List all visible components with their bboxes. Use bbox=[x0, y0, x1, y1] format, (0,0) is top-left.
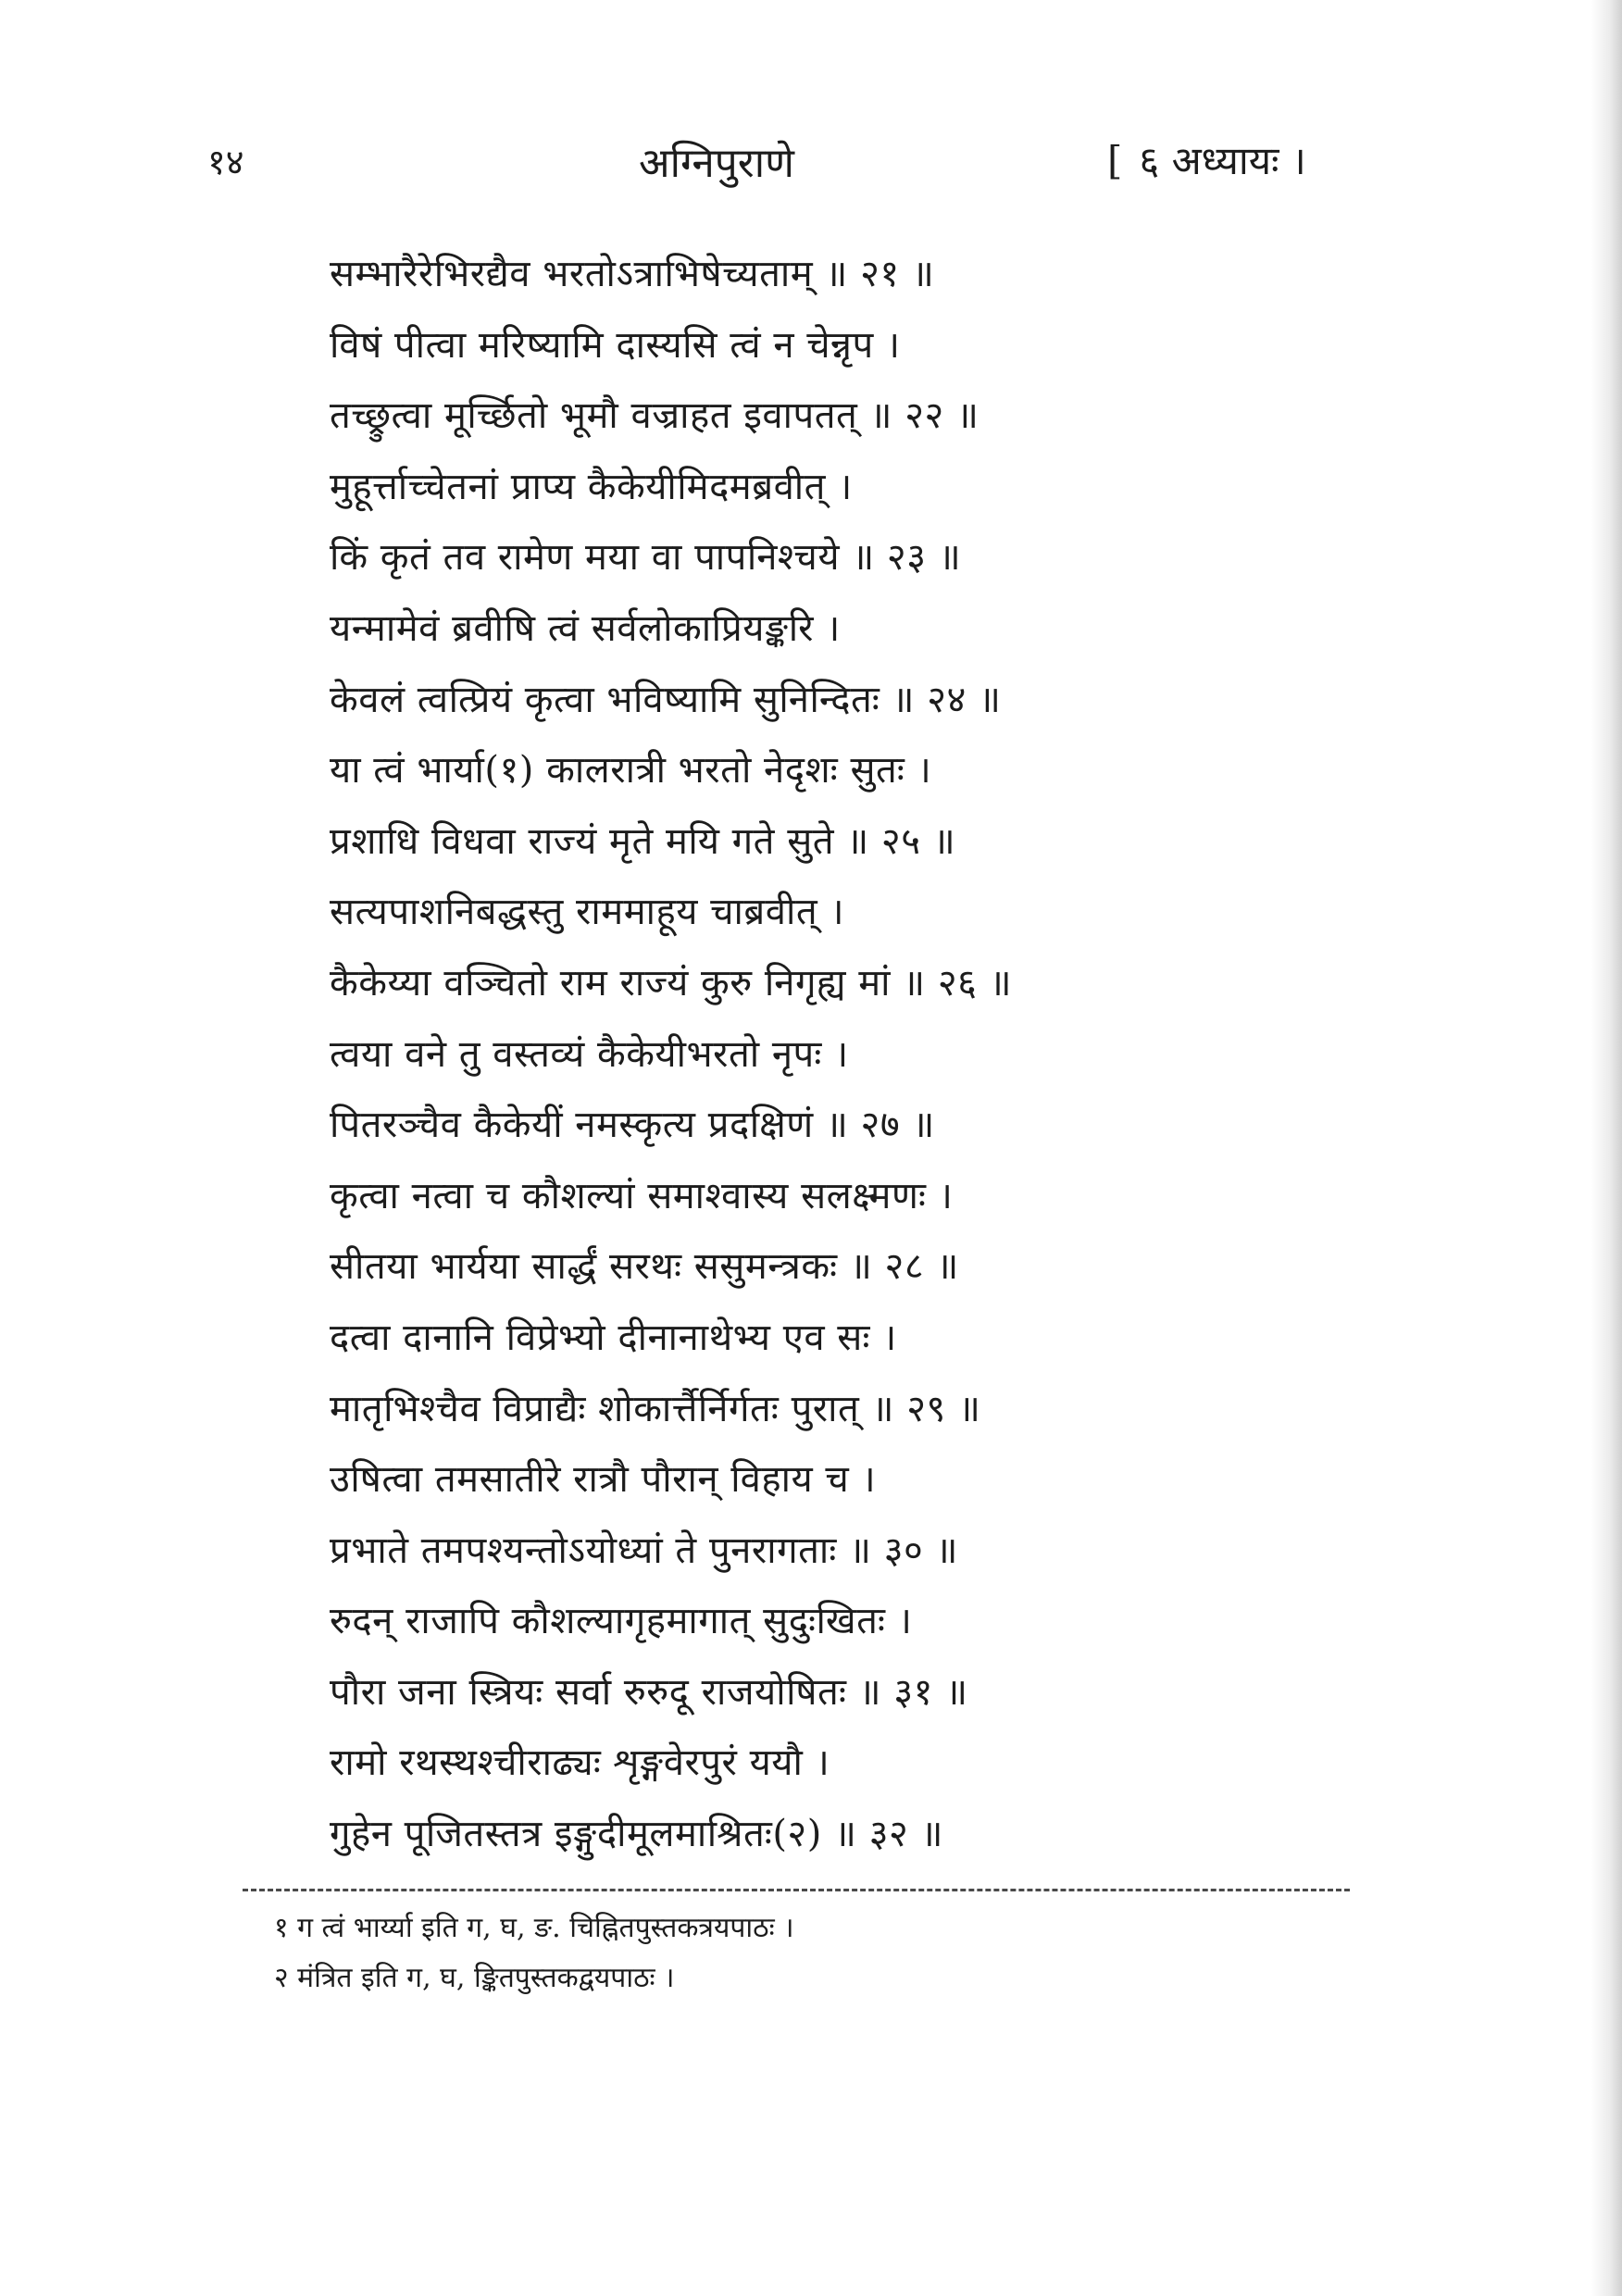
verse-line: तच्छ्रुत्वा मूर्च्छितो भूमौ वज्राहत इवापतत् ॥ २२ ॥ bbox=[330, 394, 979, 438]
verse-line: कृत्वा नत्वा च कौशल्यां समाश्वास्य सलक्ष्मणः । bbox=[330, 1174, 954, 1217]
verse-line: सत्यपाशनिबद्धस्तु राममाहूय चाब्रवीत् । bbox=[330, 891, 845, 934]
verse-line: मुहूर्त्ताच्चेतनां प्राप्य कैकेयीमिदमब्रवीत् । bbox=[330, 465, 853, 508]
verse-line: या त्वं भार्या(१) कालरात्री भरतो नेदृशः सुतः । bbox=[330, 749, 932, 792]
verse-line: विषं पीत्वा मरिष्यामि दास्यसि त्वं न चेन्नृप । bbox=[330, 323, 901, 367]
verse-line: केवलं त्वत्प्रियं कृत्वा भविष्यामि सुनिन्दितः ॥ २४ ॥ bbox=[330, 678, 1002, 721]
chapter-heading bbox=[1107, 133, 1306, 186]
verse-line: दत्वा दानानि विप्रेभ्यो दीनानाथेभ्य एव सः । bbox=[330, 1316, 897, 1359]
verse-line: सीतया भार्यया सार्द्धं सरथः ससुमन्त्रकः ॥ २८ ॥ bbox=[330, 1245, 959, 1289]
verse-line: किं कृतं तव रामेण मया वा पापनिश्चये ॥ २३ ॥ bbox=[330, 536, 962, 580]
page-number: १४ bbox=[207, 142, 244, 182]
verse-block bbox=[330, 239, 1394, 1870]
verse-line: उषित्वा तमसातीरे रात्रौ पौरान् विहाय च । bbox=[330, 1458, 877, 1502]
footnote-divider bbox=[243, 1889, 1350, 1891]
verse-line: पितरञ्चैव कैकेयीं नमस्कृत्य प्रदक्षिणं ॥ २७ ॥ bbox=[330, 1104, 935, 1147]
verse-line: पौरा जना स्त्रियः सर्वा रुरुदू राजयोषितः ॥ ३१ ॥ bbox=[330, 1670, 968, 1714]
footnote: २ मंत्रित इति ग, घ, ङ्कितपुस्तकद्वयपाठः । bbox=[274, 1962, 675, 1994]
verse-line: मातृभिश्चैव विप्राद्यैः शोकार्त्तैर्निर्गतः पुरात् ॥ २९ ॥ bbox=[330, 1387, 981, 1430]
verse-line: सम्भारैरेभिरद्यैव भरतोऽत्राभिषेच्यताम् ॥ २१ ॥ bbox=[330, 253, 935, 295]
footnotes bbox=[274, 1903, 1339, 2003]
page-edge-shadow bbox=[1591, 0, 1622, 2296]
verse-line: यन्मामेवं ब्रवीषि त्वं सर्वलोकाप्रियङ्करि । bbox=[330, 606, 841, 650]
verse-line: प्रभाते तमपश्यन्तोऽयोध्यां ते पुनरागताः ॥ ३० ॥ bbox=[330, 1529, 959, 1572]
verse-line: गुहेन पूजितस्तत्र इङ्गुदीमूलमाश्रितः(२) ॥ ३२ ॥ bbox=[330, 1813, 944, 1856]
verse-line: रुदन् राजापि कौशल्यागृहमागात् सुदुःखितः । bbox=[330, 1600, 913, 1643]
footnote: १ ग त्वं भार्य्या इति ग, घ, ङ. चिह्नितपुस्तकत्रयपाठः । bbox=[274, 1912, 794, 1944]
verse-line: रामो रथस्थश्चीराढ्यः शृङ्गवेरपुरं ययौ । bbox=[330, 1741, 830, 1785]
running-title: अग्निपुराणे bbox=[639, 140, 794, 187]
chapter-label: ६ अध्यायः । bbox=[1139, 138, 1306, 183]
verse-line: कैकेय्या वञ्चितो राम राज्यं कुरु निगृह्य मां ॥ २६ ॥ bbox=[330, 961, 1013, 1004]
verse-line: प्रशाधि विधवा राज्यं मृते मयि गते सुते ॥ २५ ॥ bbox=[330, 819, 956, 863]
chapter-bracket: [ bbox=[1107, 138, 1123, 183]
page-header bbox=[0, 130, 1622, 194]
verse-line: त्वया वने तु वस्तव्यं कैकेयीभरतो नृपः । bbox=[330, 1032, 849, 1076]
